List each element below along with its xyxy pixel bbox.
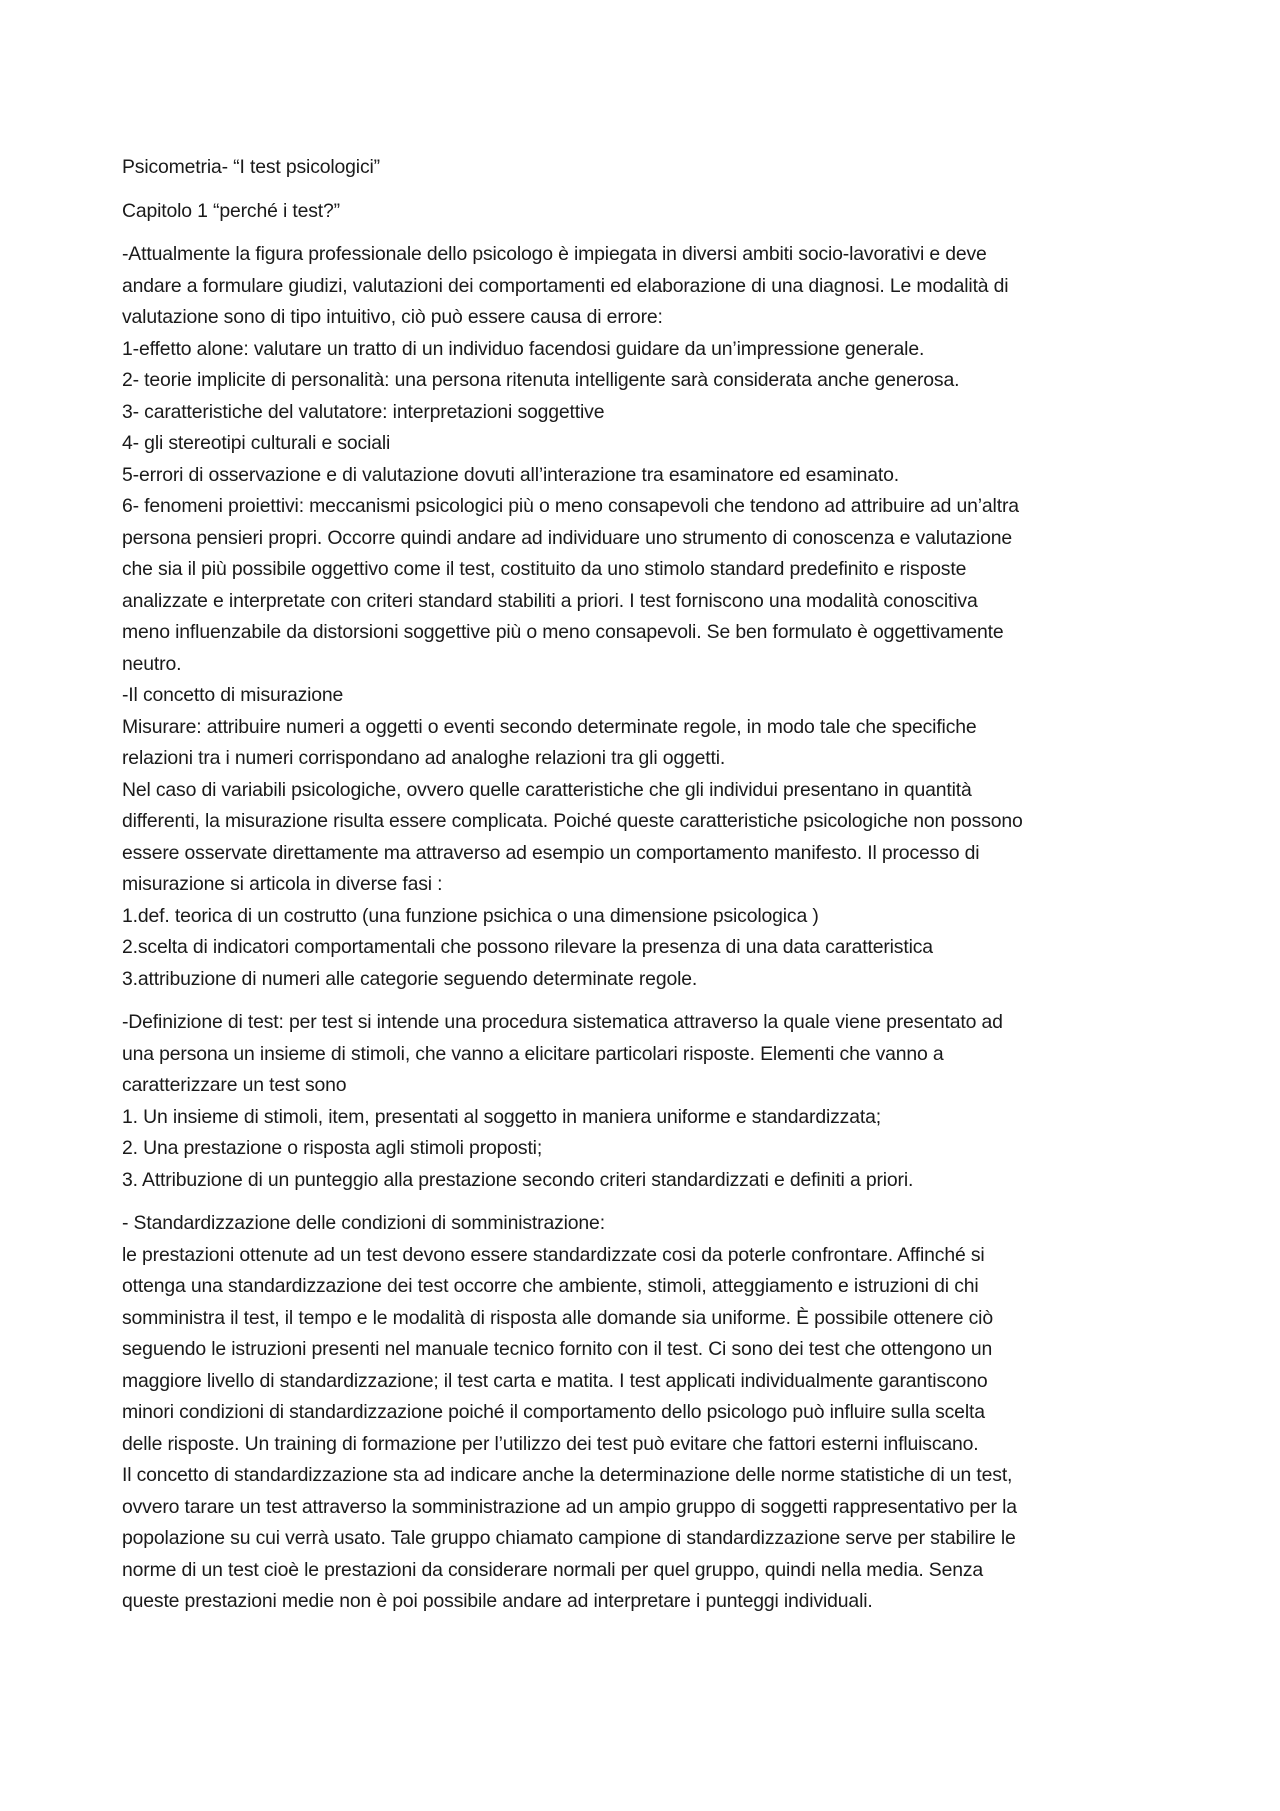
text-line: 1. Un insieme di stimoli, item, presentati al soggetto in maniera uniforme e standardizzata;	[122, 1105, 881, 1128]
paragraph	[122, 239, 1172, 995]
text-line: ottenga una standardizzazione dei test occorre che ambiente, stimoli, atteggiamento e istruzioni di chi	[122, 1275, 979, 1297]
text-line: neutro.	[122, 652, 182, 675]
text-line: somministra il test, il tempo e le modalità di risposta alle domande sia uniforme. È possibile ottenere ciò	[122, 1306, 993, 1329]
text-line: 2- teorie implicite di personalità: una persona ritenuta intelligente sarà considerata anche generosa.	[122, 369, 960, 391]
text-line: persona pensieri propri. Occorre quindi andare ad individuare uno strumento di conoscenza e valutazione	[122, 526, 1012, 549]
chapter-heading: Capitolo 1 “perché i test?”	[122, 199, 340, 222]
text-line: essere osservate direttamente ma attraverso ad esempio un comportamento manifesto. Il processo di	[122, 841, 980, 864]
text-line: delle risposte. Un training di formazione per l’utilizzo dei test può evitare che fattori esterni influiscano.	[122, 1432, 979, 1455]
document-body	[122, 152, 1172, 1630]
paragraph	[122, 1208, 1172, 1618]
text-line: norme di un test cioè le prestazioni da considerare normali per quel gruppo, quindi nella media. Senza	[122, 1558, 984, 1581]
text-line: 3. Attribuzione di un punteggio alla prestazione secondo criteri standardizzati e definiti a priori.	[122, 1168, 914, 1191]
text-line: caratterizzare un test sono	[122, 1074, 347, 1096]
text-line: 6- fenomeni proiettivi: meccanismi psicologici più o meno consapevoli che tendono ad attribuire ad un’altra	[122, 495, 1019, 517]
text-line: queste prestazioni medie non è poi possibile andare ad interpretare i punteggi individuali.	[122, 1590, 873, 1612]
text-line: ovvero tarare un test attraverso la somministrazione ad un ampio gruppo di soggetti rappresentativo per la	[122, 1495, 1017, 1518]
text-line: Misurare: attribuire numeri a oggetti o eventi secondo determinate regole, in modo tale che specifiche	[122, 715, 977, 738]
text-line: minori condizioni di standardizzazione poiché il comportamento dello psicologo può influire sulla scelta	[122, 1401, 985, 1423]
text-line: 1-effetto alone: valutare un tratto di un individuo facendosi guidare da un’impressione generale.	[122, 337, 925, 360]
text-line: -Definizione di test: per test si intende una procedura sistematica attraverso la quale viene presentato ad	[122, 1011, 1003, 1033]
text-line: - Standardizzazione delle condizioni di somministrazione:	[122, 1212, 605, 1234]
text-line: meno influenzabile da distorsioni soggettive più o meno consapevoli. Se ben formulato è oggettivamente	[122, 621, 1004, 643]
text-line: 2. Una prestazione o risposta agli stimoli proposti;	[122, 1137, 543, 1159]
paragraph	[122, 1007, 1172, 1196]
text-line: -Il concetto di misurazione	[122, 684, 344, 706]
text-line: valutazione sono di tipo intuitivo, ciò può essere causa di errore:	[122, 306, 663, 328]
text-line: Il concetto di standardizzazione sta ad indicare anche la determinazione delle norme statistiche di un test,	[122, 1464, 1013, 1486]
text-line: 3- caratteristiche del valutatore: interpretazioni soggettive	[122, 400, 605, 423]
text-line: andare a formulare giudizi, valutazioni dei comportamenti ed elaborazione di una diagnosi. Le modalità di	[122, 274, 1009, 297]
text-line: seguendo le istruzioni presenti nel manuale tecnico fornito con il test. Ci sono dei test che ottengono un	[122, 1338, 993, 1360]
text-line: 1.def. teorica di un costrutto (una funzione psichica o una dimensione psicologica )	[122, 904, 819, 927]
text-line: che sia il più possibile oggettivo come il test, costituito da uno stimolo standard predefinito e risposte	[122, 558, 967, 580]
text-line: relazioni tra i numeri corrispondano ad analoghe relazioni tra gli oggetti.	[122, 747, 726, 769]
text-line: -Attualmente la figura professionale dello psicologo è impiegata in diversi ambiti socio-lavorativi e deve	[122, 243, 987, 265]
text-line: 5-errori di osservazione e di valutazione dovuti all’interazione tra esaminatore ed esaminato.	[122, 463, 900, 486]
text-line: maggiore livello di standardizzazione; il test carta e matita. I test applicati individualmente garantiscono	[122, 1369, 988, 1392]
document-title: Psicometria- “I test psicologici”	[122, 156, 380, 178]
text-line: le prestazioni ottenute ad un test devono essere standardizzate cosi da poterle confrontare. Affinché si	[122, 1243, 985, 1266]
text-line: Nel caso di variabili psicologiche, ovvero quelle caratteristiche che gli individui presentano in quantità	[122, 778, 972, 801]
text-line: 4- gli stereotipi culturali e sociali	[122, 432, 391, 454]
text-line: differenti, la misurazione risulta essere complicata. Poiché queste caratteristiche psicologiche non possono	[122, 810, 1023, 832]
document-paragraphs	[122, 239, 1172, 1618]
text-line: 2.scelta di indicatori comportamentali che possono rilevare la presenza di una data caratteristica	[122, 936, 933, 958]
text-line: analizzate e interpretate con criteri standard stabiliti a priori. I test forniscono una modalità conoscitiva	[122, 589, 978, 612]
text-line: popolazione su cui verrà usato. Tale gruppo chiamato campione di standardizzazione serve per stabilire le	[122, 1527, 1016, 1549]
text-line: 3.attribuzione di numeri alle categorie seguendo determinate regole.	[122, 967, 698, 990]
text-line: una persona un insieme di stimoli, che vanno a elicitare particolari risposte. Elementi che vanno a	[122, 1042, 944, 1065]
text-line: misurazione si articola in diverse fasi :	[122, 873, 443, 895]
